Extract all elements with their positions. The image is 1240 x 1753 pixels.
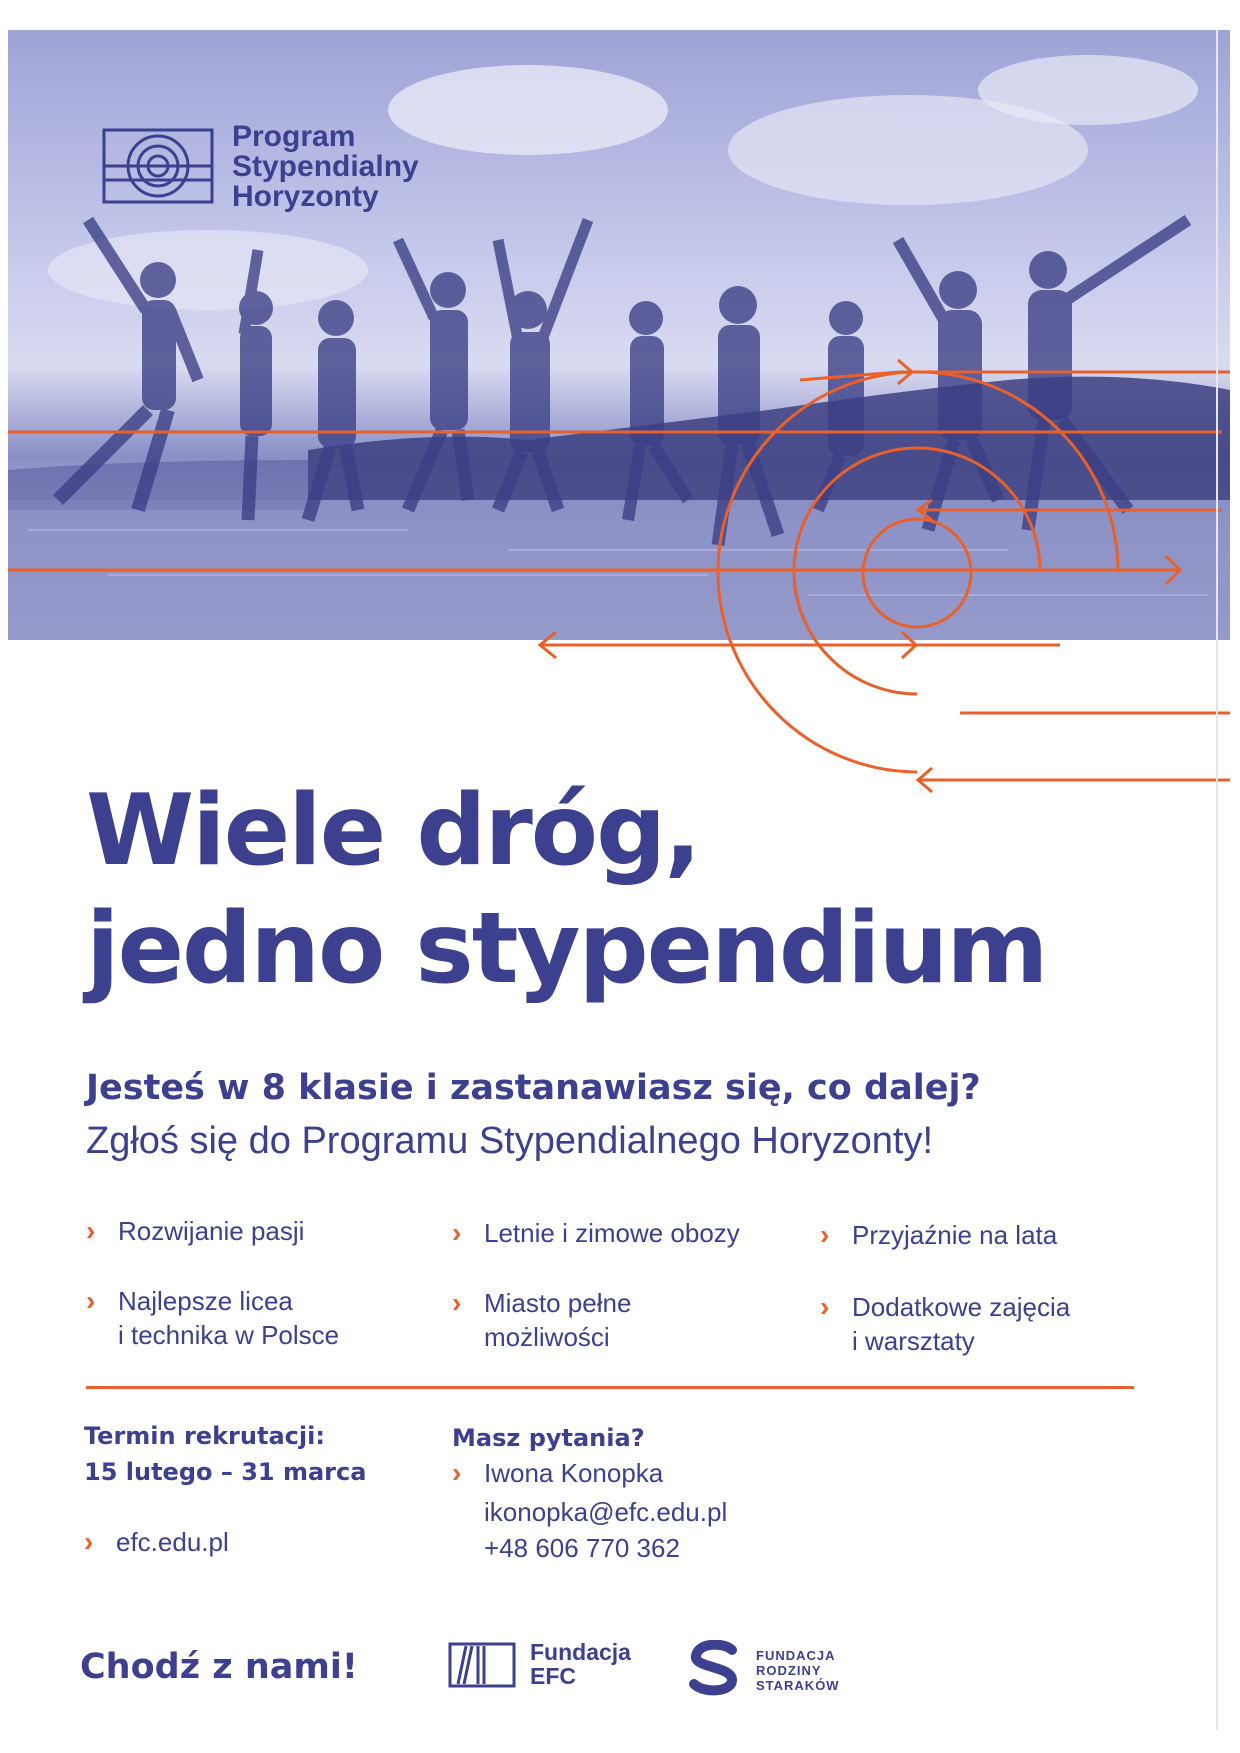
contact-phone[interactable]: +48 606 770 362 — [484, 1533, 680, 1563]
contact-name-row — [452, 1456, 663, 1490]
feature-item — [820, 1218, 1057, 1252]
website-url[interactable]: efc.edu.pl — [116, 1527, 229, 1557]
contact-label: Masz pytania? — [452, 1424, 645, 1452]
feature-label: Przyjaźnie na lata — [852, 1220, 1058, 1250]
logo-line-2: Stypendialny — [232, 150, 419, 183]
chevron-right-icon: › — [820, 1291, 830, 1322]
efc-line-1: Fundacja — [530, 1639, 631, 1665]
feature-label: Letnie i zimowe obozy — [484, 1218, 740, 1248]
feature-item — [86, 1214, 304, 1248]
feature-label: Dodatkowe zajęcia i warsztaty — [852, 1292, 1071, 1356]
headline-line-1: Wiele dróg, — [86, 774, 700, 888]
chevron-right-icon: › — [84, 1526, 94, 1557]
contact-email[interactable]: ikonopka@efc.edu.pl — [484, 1497, 728, 1527]
headline — [86, 772, 1047, 1008]
page-edge-shadow — [1216, 30, 1218, 1730]
feature-item — [820, 1290, 1070, 1358]
headline-line-2: jedno stypendium — [86, 892, 1047, 1006]
recruitment-dates: 15 lutego – 31 marca — [84, 1458, 367, 1486]
frs-logo-icon — [684, 1640, 744, 1696]
efc-logo-text — [530, 1640, 631, 1688]
logo-line-1: Program — [232, 120, 356, 153]
chevron-right-icon: › — [452, 1217, 462, 1248]
feature-label: Miasto pełne możliwości — [484, 1288, 632, 1352]
chevron-right-icon: › — [86, 1215, 96, 1246]
chevron-right-icon: › — [820, 1219, 830, 1250]
chevron-right-icon: › — [452, 1457, 462, 1488]
chevron-right-icon: › — [86, 1285, 96, 1316]
feature-item — [452, 1216, 740, 1250]
feature-label: Rozwijanie pasji — [118, 1216, 305, 1246]
efc-line-2: EFC — [530, 1663, 576, 1689]
subheading-question: Jesteś w 8 klasie i zastanawiasz się, co dalej? — [86, 1068, 981, 1108]
orange-path-graphic — [0, 0, 1240, 800]
section-divider — [86, 1386, 1134, 1389]
logo-line-3: Horyzonty — [232, 180, 379, 213]
contact-name: Iwona Konopka — [484, 1458, 664, 1488]
frs-line-2: RODZINY — [756, 1663, 822, 1678]
efc-logo-icon — [448, 1642, 516, 1688]
frs-line-3: STARAKÓW — [756, 1678, 840, 1693]
subheading-call-to-apply: Zgłoś się do Programu Stypendialnego Horyzonty! — [86, 1120, 934, 1162]
website-link[interactable] — [84, 1525, 229, 1559]
frs-logo-text — [756, 1648, 840, 1693]
frs-line-1: FUNDACJA — [756, 1648, 836, 1663]
feature-item — [452, 1286, 631, 1354]
cta-text: Chodź z nami! — [80, 1647, 358, 1687]
feature-label: Najlepsze licea i technika w Polsce — [118, 1286, 340, 1350]
chevron-right-icon: › — [452, 1287, 462, 1318]
recruitment-label: Termin rekrutacji: — [84, 1422, 325, 1450]
feature-item — [86, 1284, 339, 1352]
